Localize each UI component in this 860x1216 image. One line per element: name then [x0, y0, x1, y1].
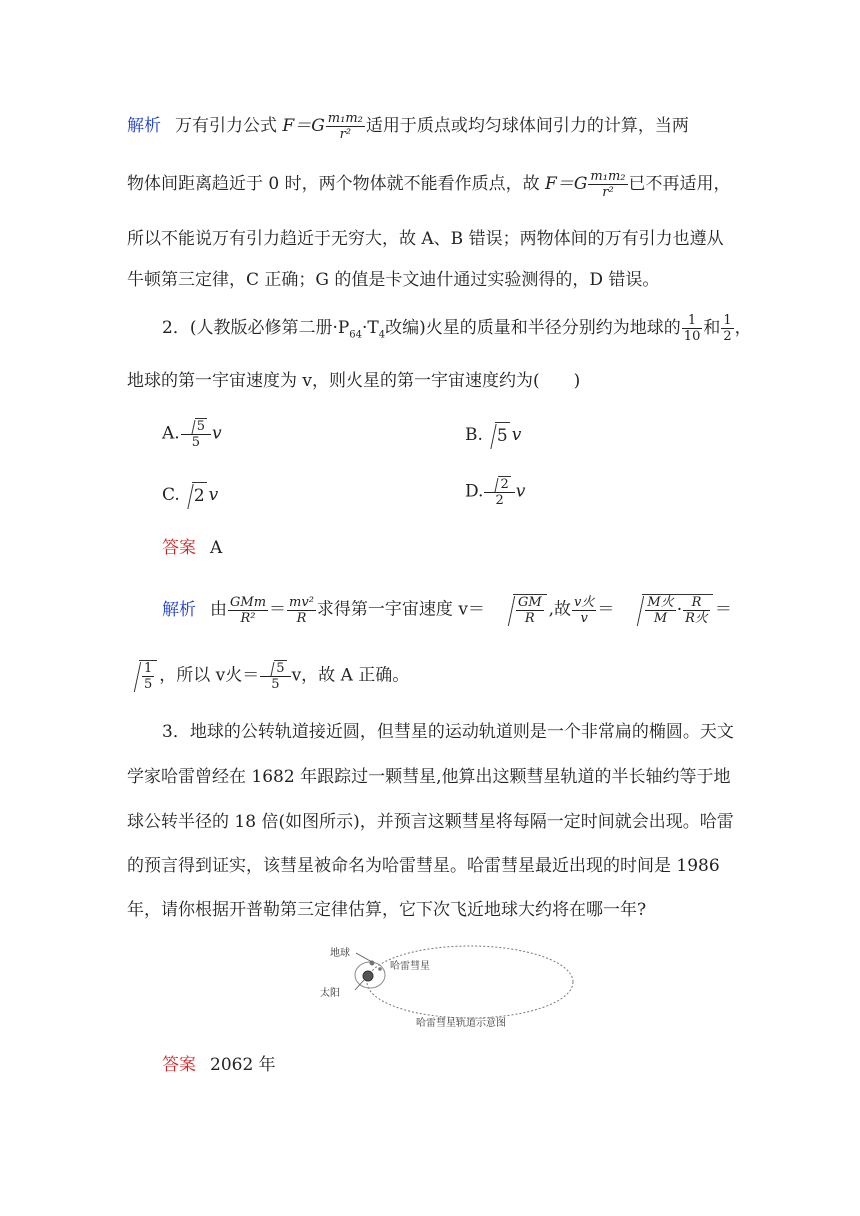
analysis1-line4: 牛顿第三定律，C 正确；G 的值是卡文迪什通过实验测得的，D 错误。 — [127, 270, 660, 290]
formula-fraction: $\frac{\text{m₁m₂}}{\text{r²}}$ — [327, 111, 363, 142]
formula-text: F＝G — [282, 116, 325, 136]
analysis-tag: 解析 — [162, 599, 196, 620]
q3-line5: 年，请你根据开普勒第三定律估算，它下次飞近地球大约将在哪一年? — [127, 900, 647, 920]
figure-caption: 哈雷彗星轨道示意图 — [416, 1018, 506, 1029]
answer-tag: 答案 — [162, 538, 196, 558]
analysis1-line1: 解析 万有引力公式 F＝G $\frac{\text{m₁m₂}}{\text{r²}}$ 适用于质点或均匀球体间引力的计算，当两 — [127, 111, 689, 142]
q2-analysis-line1: 解析 由 $\frac{\text{GMm}}{\text{R²}}$ ＝ $\frac{\text{mv²}}{R}$ 求得第一宇宙速度 v＝ $\frac{GM}{R}$ ,故 $\frac{\text{v火}}{v}$ ＝ $\frac{\text{M火}}{M}$ · $\frac{R}{\text{R火}}$ ＝ — [162, 594, 732, 626]
comet-icon — [378, 967, 382, 971]
q2-answer: 答案 A — [162, 538, 223, 558]
q2-analysis-line2: $\frac{1}{5}$ ，所以 v火＝ $\frac{5}{5}$ v，故 A 正确。 — [127, 660, 409, 692]
q2-stem-line1: 2．(人教版必修第二册$\cdot P_{64}\cdot T_4$改编)火星的质量和半径分别约为地球的 $\frac{1}{10}$ 和 $\frac{1}{2}$ ， — [162, 313, 752, 344]
answer-tag: 答案 — [162, 1055, 196, 1075]
formula-fraction: $\frac{\text{m₁m₂}}{\text{r²}}$ — [590, 169, 626, 200]
option-b: B. 5 v — [465, 422, 521, 449]
analysis1-line2: 物体间距离趋近于 0 时，两个物体就不能看作质点，故 F＝G $\frac{\text{m₁m₂}}{\text{r²}}$ 已不再适用， — [127, 169, 731, 200]
q3-line1: 3．地球的公转轨道接近圆，但彗星的运动轨道则是一个非常扁的椭圆。天文 — [162, 722, 734, 742]
option-c: C. 2 v — [162, 482, 218, 509]
label-earth: 地球 — [330, 948, 350, 959]
fraction-1-2: $\frac{1}{2}$ — [723, 313, 732, 344]
analysis-tag: 解析 — [127, 116, 161, 136]
q2-stem-line2: 地球的第一宇宙速度为 v，则火星的第一宇宙速度约为( ) — [127, 371, 581, 391]
fraction-1-10: $\frac{1}{10}$ — [683, 313, 701, 344]
comet-orbit — [367, 946, 573, 1018]
option-d: D. $\frac{2}{2}$ v — [465, 477, 526, 508]
option-a: A. $\frac{5}{5}$ v — [162, 419, 222, 450]
label-comet: 哈雷彗星 — [390, 961, 430, 972]
q3-line4: 的预言得到证实，该彗星被命名为哈雷彗星。哈雷彗星最近出现的时间是 1986 — [127, 856, 720, 876]
q3-line3: 球公转半径的 18 倍(如图所示)，并预言这颗彗星将每隔一定时间就会出现。哈雷 — [127, 812, 734, 832]
q3-line2: 学家哈雷曾经在 1682 年跟踪过一颗彗星,他算出这颗彗星轨道的半长轴约等于地 — [127, 767, 731, 787]
analysis1-line3: 所以不能说万有引力趋近于无穷大，故 A、B 错误；两物体间的万有引力也遵从 — [127, 229, 724, 249]
comet-orbit-figure — [310, 938, 580, 1038]
sun-icon — [363, 971, 373, 981]
formula-text: F＝G — [545, 174, 588, 194]
label-sun: 太阳 — [320, 988, 340, 999]
q3-answer: 答案 2062 年 — [162, 1055, 276, 1075]
